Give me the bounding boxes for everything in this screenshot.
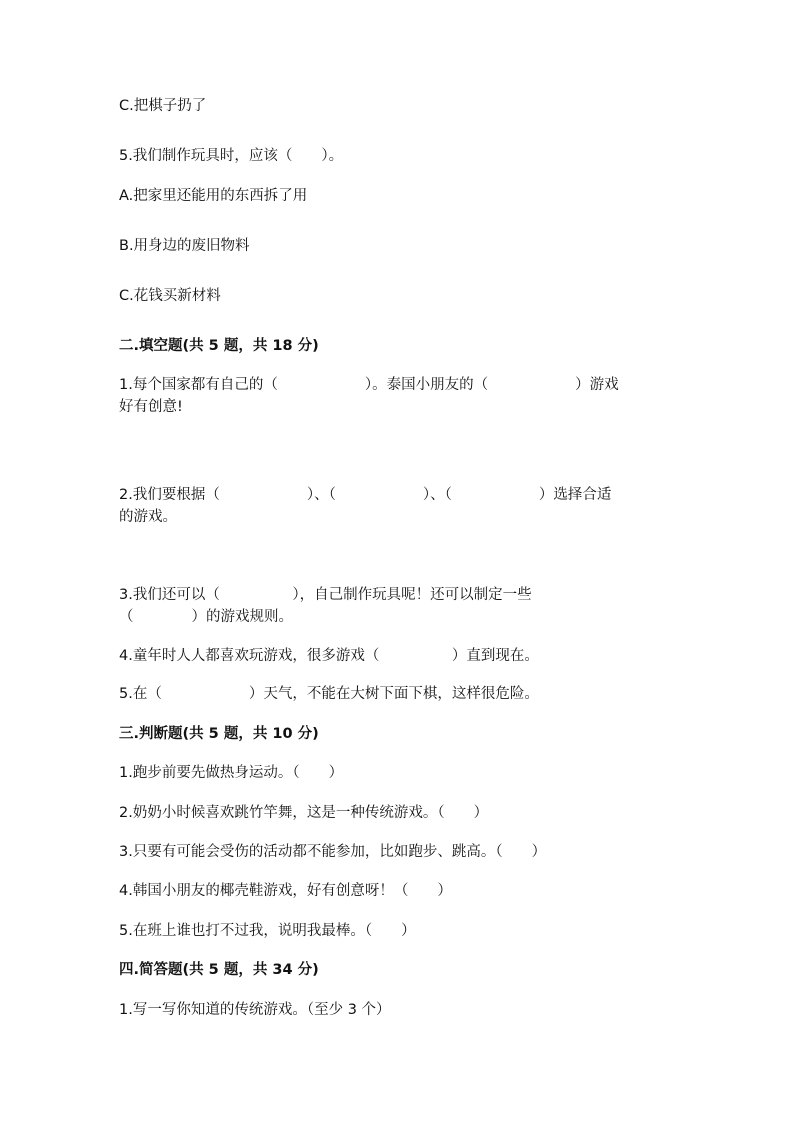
question-5-stem: 5.我们制作玩具时，应该（ ）。	[119, 148, 344, 164]
question-5-option-b: B.用身边的废旧物料	[119, 238, 250, 254]
fill-question-2-line-2: 的游戏。	[119, 509, 177, 525]
judge-question-5: 5.在班上谁也打不过我，说明我最棒。（ ）	[119, 923, 416, 939]
section-4-heading: 四.简答题(共 5 题，共 34 分)	[119, 962, 319, 978]
q4-option-c: C.把棋子扔了	[119, 98, 207, 114]
fill-question-3-line-2: （ ）的游戏规则。	[119, 609, 293, 625]
question-5-option-a: A.把家里还能用的东西拆了用	[119, 188, 308, 204]
section-3-heading: 三.判断题(共 5 题，共 10 分)	[119, 726, 319, 742]
section-2-heading: 二.填空题(共 5 题，共 18 分)	[119, 338, 319, 354]
question-5-option-c: C.花钱买新材料	[119, 288, 221, 304]
fill-question-2-line-1: 2.我们要根据（ ）、（ ）、（ ）选择合适	[119, 487, 612, 503]
fill-question-1-line-2: 好有创意!	[119, 399, 183, 415]
short-answer-question-1: 1.写一写你知道的传统游戏。（至少 3 个）	[119, 1002, 391, 1018]
fill-question-4: 4.童年时人人都喜欢玩游戏，很多游戏（ ）直到现在。	[119, 648, 539, 664]
fill-question-1-line-1: 1.每个国家都有自己的（ ）。泰国小朋友的（ ）游戏	[119, 377, 619, 393]
judge-question-4: 4.韩国小朋友的椰壳鞋游戏，好有创意呀！（ ）	[119, 883, 452, 899]
judge-question-3: 3.只要有可能会受伤的活动都不能参加，比如跑步、跳高。（ ）	[119, 844, 547, 860]
fill-question-5: 5.在（ ）天气，不能在大树下面下棋，这样很危险。	[119, 686, 539, 702]
fill-question-3-line-1: 3.我们还可以（ ），自己制作玩具呢！还可以制定一些	[119, 587, 532, 603]
judge-question-2: 2.奶奶小时候喜欢跳竹竿舞，这是一种传统游戏。（ ）	[119, 805, 489, 821]
judge-question-1: 1.跑步前要先做热身运动。（ ）	[119, 765, 344, 781]
